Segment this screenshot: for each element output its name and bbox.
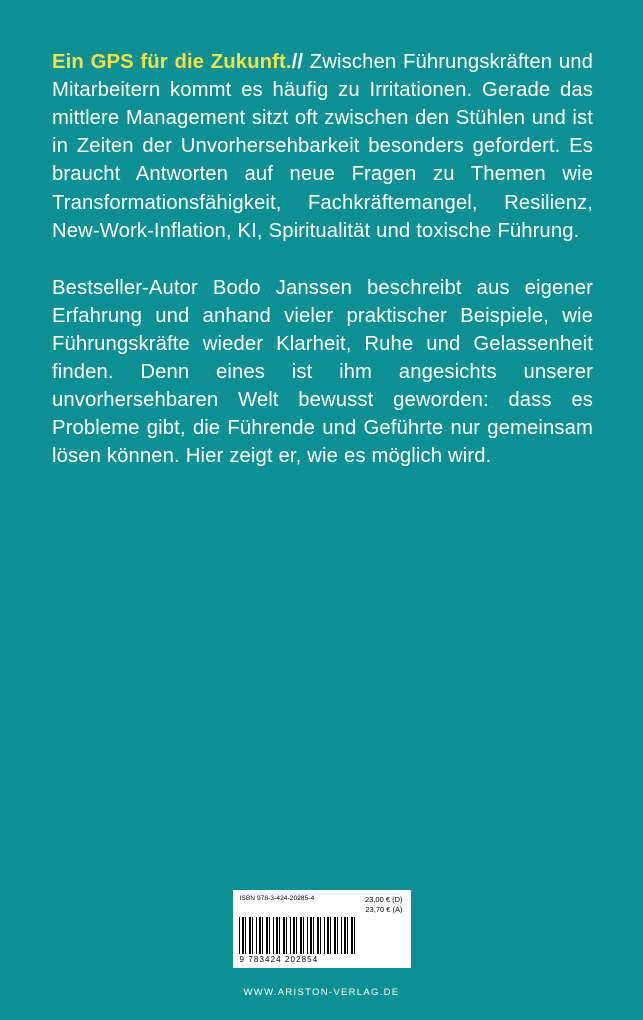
price-labels bbox=[365, 895, 405, 914]
barcode-header-row bbox=[239, 895, 405, 914]
isbn-label: ISBN 978-3-424-20285-4 bbox=[239, 895, 315, 903]
blurb-paragraph-1 bbox=[52, 48, 593, 245]
price-germany: 23,00 € (D) bbox=[364, 895, 403, 905]
lead-in-highlight: Ein GPS für die Zukunft. bbox=[52, 51, 292, 73]
ean-digits: 9 783424 202854 bbox=[239, 955, 319, 964]
lead-in-slashes: // bbox=[291, 51, 304, 73]
publisher-website: WWW.ARISTON-VERLAG.DE bbox=[243, 987, 400, 998]
blurb-text-block bbox=[52, 48, 593, 471]
blurb-paragraph-2: Bestseller-Autor Bodo Janssen beschreibt aus eigener Erfahrung und anhand vieler praktischer Beispiele, wie Führungskräfte wieder Klarheit, Ruhe und Gelassenheit finden. Denn eines ist ihm angesichts unserer unvorhersehbaren Welt bewusst geworden: dass es Probleme gibt, die Führende und Geführte nur gemeinsam lösen können. Hier zeigt er, wie es möglich wird. bbox=[52, 276, 593, 468]
blurb-paragraph-1-rest: Zwischen Führungskräften und Mitarbeitern kommt es häufig zu Irritationen. Gerade das mittlere Management sitzt oft zwischen den Stühlen und ist in Zeiten der Unvorhersehbarkeit besonders gefordert. Es braucht Antworten auf neue Fragen zu Themen wie Transformationsfähigkeit, Fachkräftemangel, Resilienz, New-Work-Inflation, KI, Spiritualität und toxische Führung. bbox=[52, 51, 593, 242]
barcode-bars-icon bbox=[239, 917, 357, 954]
barcode-block bbox=[233, 890, 411, 968]
price-austria: 23,70 € (A) bbox=[365, 904, 403, 914]
